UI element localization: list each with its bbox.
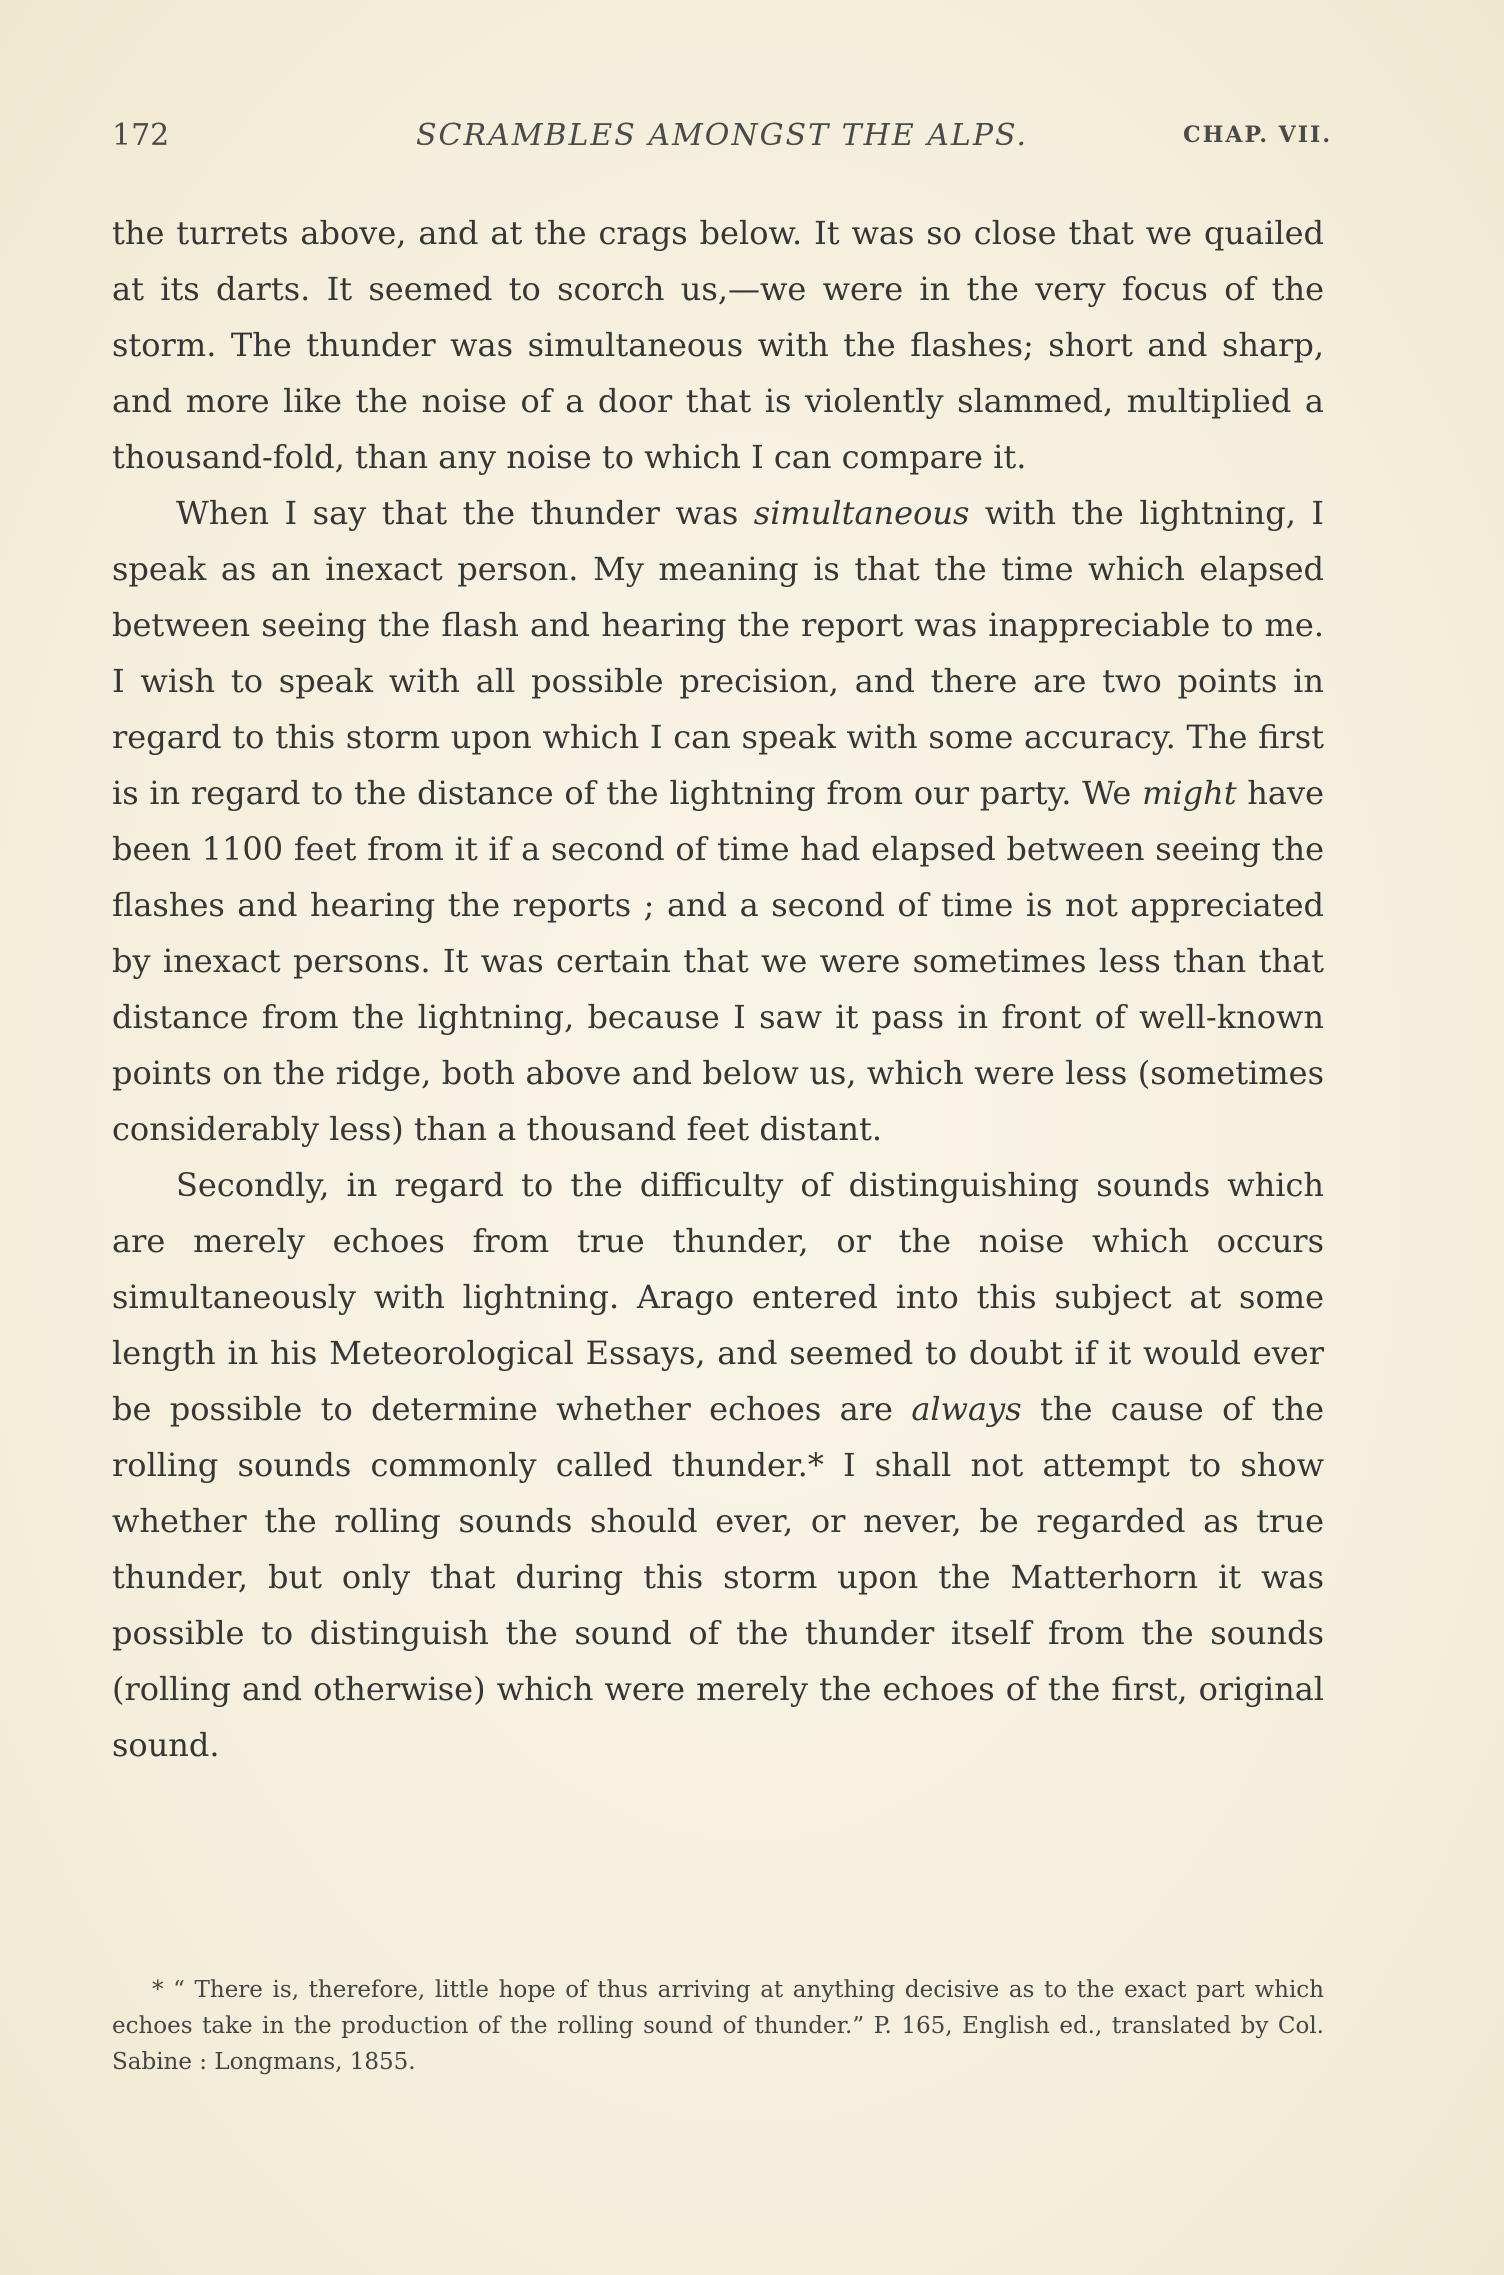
paragraph-2-part-a: When I say that the thunder was xyxy=(176,494,754,532)
paragraph-2-part-b: with the lightning, I speak as an inexact person. My meaning is that the time which elapsed between seeing the flash and hearing the report was inappreciable to me. I wish to speak with all possible precision, and there are two points in regard to this storm upon which I can speak with some accuracy. The first is in regard to the distance of the lightning from our party. We xyxy=(112,494,1324,812)
emphasis-might: might xyxy=(1142,774,1237,812)
paragraph-1: the turrets above, and at the crags below. It was so close that we quailed at its darts. It seemed to scorch us,—we were in the very focus of the storm. The thunder was simultaneous with the flashes; short and sharp, and more like the noise of a door that is violently slammed, multiplied a thousand-fold, than any noise to which I can compare it. xyxy=(112,214,1324,476)
emphasis-simultaneous: simultaneous xyxy=(753,494,970,532)
running-title: SCRAMBLES AMONGST THE ALPS. xyxy=(415,118,1029,153)
paragraph-3 xyxy=(112,1157,1324,1773)
paragraph-2 xyxy=(112,485,1324,1157)
page-number: 172 xyxy=(112,118,170,153)
footnote-text: * “ There is, therefore, little hope of thus arriving at anything decisive as to the exact part which echoes take in the production of the rolling sound of thunder.” P. 165, English ed., translated by Col. Sabine : Longmans, 1855. xyxy=(112,1977,1324,2075)
chapter-label: CHAP. VII. xyxy=(1183,122,1332,148)
paragraph-3-part-b: the cause of the rolling sounds commonly called thunder.* I shall not attempt to show whether the rolling sounds should ever, or never, be regarded as true thunder, but only that during this storm upon the Matterhorn it was possible to distinguish the sound of the thunder itself from the sounds (rolling and otherwise) which were merely the echoes of the first, original sound. xyxy=(112,1390,1325,1764)
body-text xyxy=(112,205,1324,1773)
paragraph-2-part-c: have been 1100 feet from it if a second of time had elapsed between seeing the flashes and hearing the reports ; and a second of time is not appreciated by inexact persons. It was certain that we were sometimes less than that distance from the lightning, because I saw it pass in front of well-known points on the ridge, both above and below us, which were less (sometimes considerably less) than a thousand feet distant. xyxy=(112,774,1325,1148)
emphasis-always: always xyxy=(911,1390,1022,1428)
running-header xyxy=(112,118,1332,168)
footnote xyxy=(112,1972,1324,2080)
paragraph-3-part-a: Secondly, in regard to the difficulty of distinguishing sounds which are merely echoes from true thunder, or the noise which occurs simultaneously with lightning. Arago entered into this subject at some length in his Meteorological Essays, and seemed to doubt if it would ever be possible to determine whether echoes are xyxy=(112,1166,1324,1428)
